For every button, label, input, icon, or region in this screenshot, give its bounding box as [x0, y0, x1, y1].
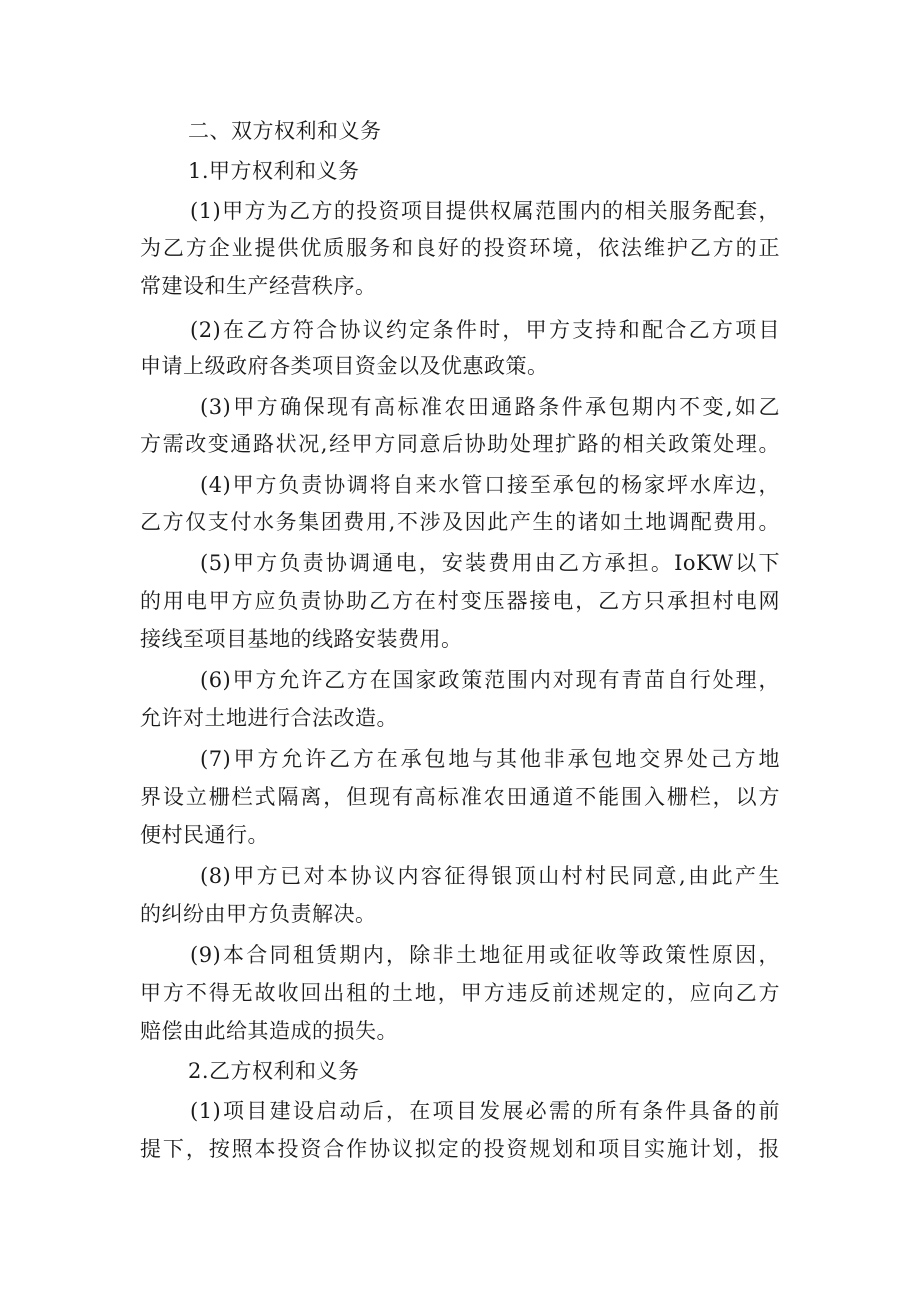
paragraph-line: (5)甲方负责协调通电，安装费用由乙方承担。IoKW以下 — [200, 551, 780, 575]
paragraph-line: 接线至项目基地的线路安装费用。 — [140, 627, 463, 651]
paragraph-line: 便村民通行。 — [140, 823, 269, 847]
paragraph-line: 为乙方企业提供优质服务和良好的投资环境，依法维护乙方的正 — [140, 236, 780, 260]
paragraph-line: 乙方仅支付水务集团费用,不涉及因此产生的诸如土地调配费用。 — [140, 510, 780, 534]
paragraph-line: 的纠纷由甲方负责解决。 — [140, 902, 377, 926]
paragraph-line: 界设立栅栏式隔离，但现有高标准农田通道不能围入栅栏，以方 — [140, 785, 780, 809]
paragraph-line: 提下，按照本投资合作协议拟定的投资规划和项目实施计划，报 — [140, 1137, 780, 1161]
paragraph-line: (6)甲方允许乙方在国家政策范围内对现有青苗自行处理， — [200, 668, 780, 692]
paragraph-line: 允许对土地进行合法改造。 — [140, 706, 398, 730]
paragraph-line: (3)甲方确保现有高标准农田通路条件承包期内不变,如乙 — [200, 395, 780, 419]
paragraph-line: (1)甲方为乙方的投资项目提供权属范围内的相关服务配套， — [190, 199, 780, 223]
paragraph-line: 甲方不得无故收回出租的土地，甲方违反前述规定的，应向乙方 — [140, 981, 780, 1005]
section-title: 二、双方权利和义务 — [188, 119, 382, 143]
paragraph-line: 申请上级政府各类项目资金以及优惠政策。 — [140, 354, 549, 378]
paragraph-line: (2)在乙方符合协议约定条件时，甲方支持和配合乙方项目 — [190, 318, 780, 342]
paragraph-line: (9)本合同租赁期内，除非土地征用或征收等政策性原因， — [190, 943, 780, 967]
paragraph-line: (7)甲方允许乙方在承包地与其他非承包地交界处己方地 — [200, 747, 780, 771]
paragraph-line: (8)甲方已对本协议内容征得银顶山村村民同意,由此产生 — [200, 864, 780, 888]
paragraph-line: 的用电甲方应负责协助乙方在村变压器接电，乙方只承担村电网 — [140, 589, 780, 613]
subsection-title-party-b: 2.乙方权利和义务 — [188, 1059, 360, 1083]
paragraph-line: 赔偿由此给其造成的损失。 — [140, 1019, 398, 1043]
subsection-title-party-a: 1.甲方权利和义务 — [188, 159, 360, 183]
paragraph-line: (1)项目建设启动后，在项目发展必需的所有条件具备的前 — [190, 1099, 780, 1123]
paragraph-line: 方需改变通路状况,经甲方同意后协助处理扩路的相关政策处理。 — [140, 432, 780, 456]
paragraph-line: (4)甲方负责协调将自来水管口接至承包的杨家坪水库边， — [200, 473, 780, 497]
paragraph-line: 常建设和生产经营秩序。 — [140, 274, 377, 298]
